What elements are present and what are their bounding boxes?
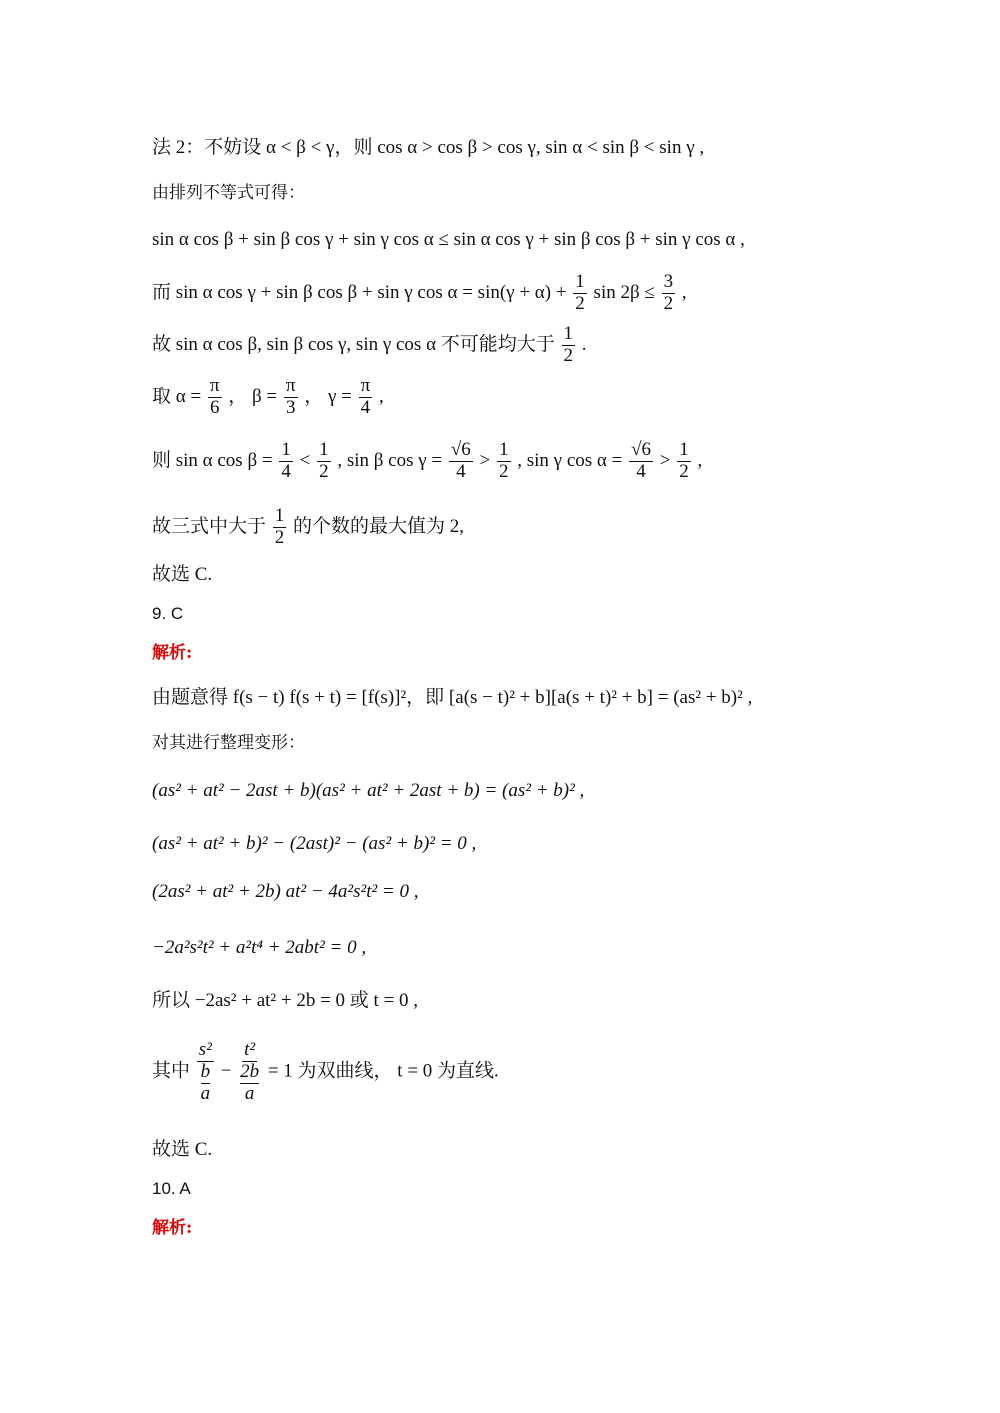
question-9-answer: 9. C — [152, 604, 184, 623]
fraction-one-half: $\frac{1}{2}$ — [575, 271, 585, 314]
bound-equation-middle: sin 2β ≤ — [593, 281, 655, 303]
fraction-pi-over-3: $\frac{\pi}{3}$ — [285, 375, 296, 418]
product-3-label: , sin γ cos α = — [517, 449, 623, 471]
conclusion-text: 故 sin α cos β, sin β cos γ, sin γ cos α 不可能均大于 — [152, 333, 555, 355]
fraction-one-half: $\frac{1}{2}$ — [274, 505, 285, 548]
angle-choice-end: , — [378, 385, 384, 407]
evaluated-products — [152, 440, 702, 483]
fraction-three-halves: $\frac{3}{2}$ — [663, 271, 674, 314]
rearrangement-inequality-intro: 由排列不等式可得： — [152, 183, 305, 203]
max-count-conclusion — [152, 506, 464, 549]
product-1-label: 则 sin α cos β = — [152, 449, 273, 471]
bound-equation-left: 而 sin α cos γ + sin β cos β + sin γ cos α = sin(γ + α) + — [152, 281, 567, 303]
expanded-equation-4: −2a²s²t² + a²t⁴ + 2abt² = 0 , — [152, 937, 367, 958]
answer-choice: 故选 C. — [152, 564, 213, 585]
angle-choice — [152, 376, 384, 419]
angle-alpha-label: 取 α = — [152, 385, 202, 407]
inequality-statement: sin α cos β + sin β cos γ + sin γ cos α ≤ sin α cos γ + sin β cos β + sin γ cos α , — [152, 229, 745, 250]
greater-than-sign: > — [659, 449, 671, 471]
fraction-sqrt6-over-4: $\frac{√6}{4}$ — [631, 439, 652, 482]
fraction-one-half: $\frac{1}{2}$ — [319, 439, 329, 482]
less-than-sign: < — [299, 449, 311, 471]
expanded-equation-1: (as² + at² − 2ast + b)(as² + at² + 2ast + b) = (as² + b)² , — [152, 780, 585, 801]
angle-beta-label: ， β = — [228, 385, 278, 407]
fraction-one-half: $\frac{1}{2}$ — [679, 439, 689, 482]
angle-gamma-label: ， γ = — [304, 385, 352, 407]
greater-than-sign: > — [479, 449, 491, 471]
fraction-one-quarter: $\frac{1}{4}$ — [281, 439, 291, 482]
bound-equation — [152, 272, 687, 315]
bound-equation-end: , — [681, 281, 687, 303]
fraction-t2-over-2b-over-a: t² 2b a — [240, 1039, 260, 1104]
hyperbola-suffix: = 1 为双曲线， t = 0 为直线. — [267, 1060, 499, 1082]
fraction-pi-over-4: $\frac{\pi}{4}$ — [360, 375, 371, 418]
product-2-label: , sin β cos γ = — [337, 449, 443, 471]
not-all-greater-conclusion — [152, 324, 587, 367]
expanded-equation-2: (as² + at² + b)² − (2ast)² − (as² + b)² = 0 , — [152, 833, 477, 854]
problem-equation: 由题意得 f(s − t) f(s + t) = [f(s)]²，即 [a(s − t)² + b][a(s + t)² + b] = (as² + b)² , — [152, 687, 753, 708]
analysis-label: 解析: — [152, 643, 193, 663]
solution-condition: 所以 −2as² + at² + 2b = 0 或 t = 0 , — [152, 990, 419, 1011]
expanded-equation-3: (2as² + at² + 2b) at² − 4a²s²t² = 0 , — [152, 881, 419, 902]
evaluated-products-end: , — [697, 449, 703, 471]
fraction-one-half: $\frac{1}{2}$ — [563, 323, 574, 366]
conclusion-end: . — [581, 333, 587, 355]
max-count-text-end: 的个数的最大值为 2, — [293, 515, 465, 537]
method-2-intro: 法 2：不妨设 α < β < γ，则 cos α > cos β > cos γ, sin α < sin β < sin γ , — [152, 137, 705, 158]
analysis-label-2: 解析: — [152, 1218, 193, 1238]
answer-choice-2: 故选 C. — [152, 1139, 213, 1160]
rearrange-intro: 对其进行整理变形： — [152, 733, 305, 753]
question-10-answer: 10. A — [152, 1179, 191, 1198]
max-count-text-start: 故三式中大于 — [152, 515, 267, 537]
fraction-one-half: $\frac{1}{2}$ — [499, 439, 509, 482]
fraction-pi-over-6: $\frac{\pi}{6}$ — [209, 375, 220, 418]
minus-sign: − — [220, 1060, 232, 1082]
fraction-s2-over-b-over-a: s² b a — [198, 1039, 212, 1104]
fraction-sqrt6-over-4: $\frac{√6}{4}$ — [450, 439, 471, 482]
hyperbola-prefix: 其中 — [152, 1060, 191, 1082]
hyperbola-statement — [152, 1040, 499, 1105]
